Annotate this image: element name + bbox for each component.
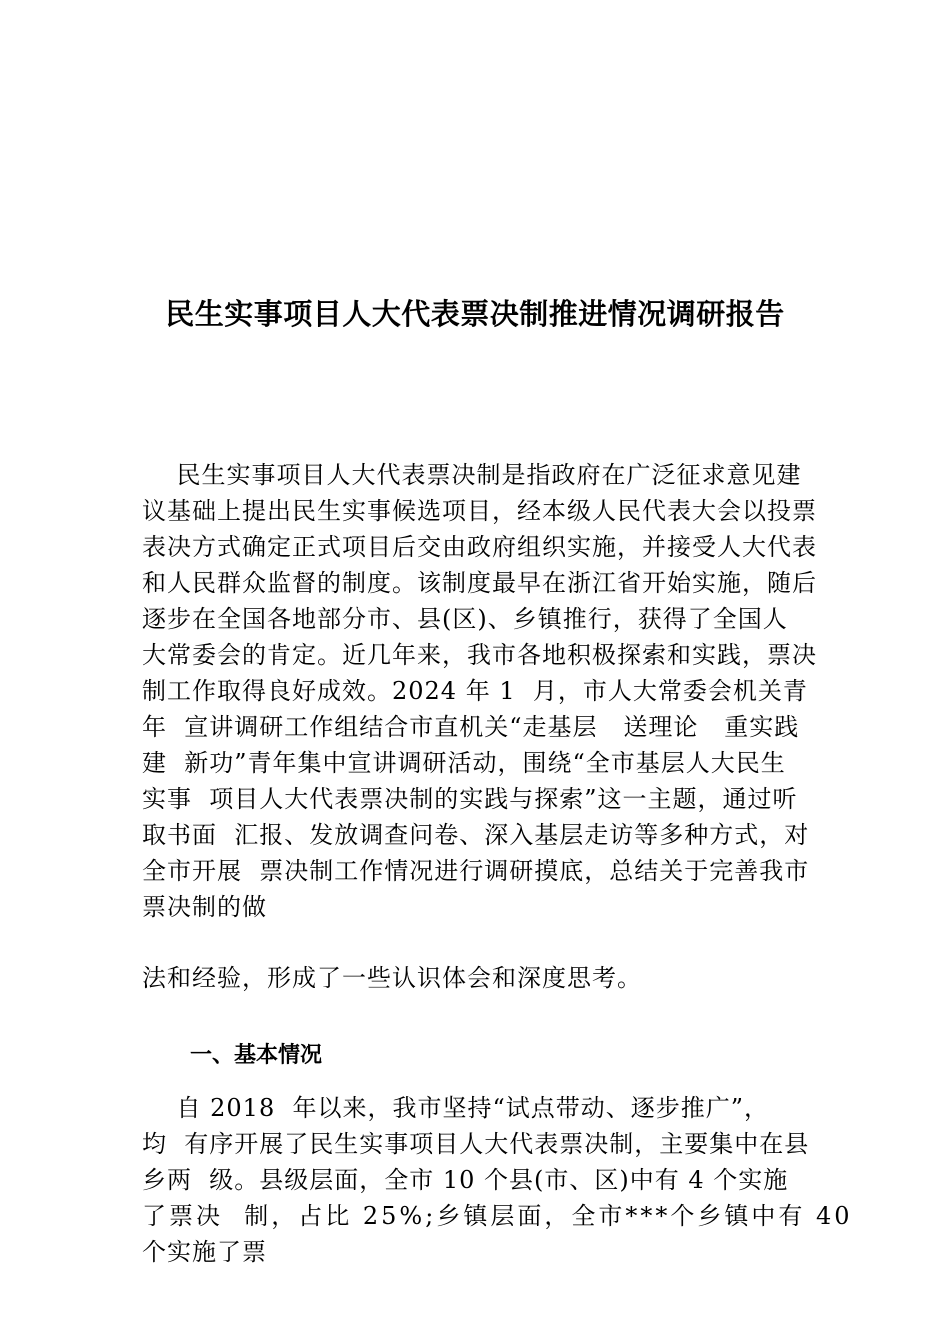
paragraph-line: 建 新功”青年集中宣讲调研活动，围绕“全市基层人大民生	[142, 749, 786, 777]
paragraph-line: 均 有序开展了民生实事项目人大代表票决制，主要集中在县	[142, 1130, 810, 1158]
paragraph-line: 了票决 制，占比 25%;乡镇层面，全市***个乡镇中有 40	[142, 1202, 853, 1230]
paragraph-line: 和人民群众监督的制度。该制度最早在浙江省开始实施，随后	[142, 569, 817, 597]
paragraph-line: 乡两 级。县级层面，全市 10 个县(市、区)中有 4 个实施	[142, 1166, 789, 1194]
paragraph-line: 自 2018 年以来，我市坚持“试点带动、逐步推广”，	[142, 1094, 770, 1122]
paragraph-line: 年 宣讲调研工作组结合市直机关“走基层 送理论 重实践	[142, 713, 800, 741]
paragraph-line: 表决方式确定正式项目后交由政府组织实施，并接受人大代表	[142, 533, 817, 561]
paragraph-line: 票决制的做	[142, 893, 267, 921]
intro-paragraph	[142, 457, 817, 925]
paragraph-line: 民生实事项目人大代表票决制是指政府在广泛征求意见建	[142, 461, 802, 489]
intro-paragraph-continuation	[142, 960, 812, 996]
paragraph-line: 个实施了票	[142, 1238, 267, 1266]
basic-situation-paragraph	[142, 1090, 853, 1270]
section-heading: 一、基本情况	[190, 1043, 323, 1068]
paragraph-line: 大常委会的肯定。近几年来，我市各地积极探索和实践，票决	[142, 641, 817, 669]
paragraph-line: 议基础上提出民生实事候选项目，经本级人民代表大会以投票	[142, 497, 817, 525]
document-title: 民生实事项目人大代表票决制推进情况调研报告	[165, 297, 785, 331]
paragraph-line: 全市开展 票决制工作情况进行调研摸底，总结关于完善我市	[142, 857, 810, 885]
paragraph-line: 法和经验，形成了一些认识体会和深度思考。	[142, 964, 642, 992]
paragraph-line: 实事 项目人大代表票决制的实践与探索”这一主题，通过听	[142, 785, 798, 813]
paragraph-line: 制工作取得良好成效。2024 年 1 月，市人大常委会机关青	[142, 677, 808, 705]
paragraph-line: 逐步在全国各地部分市、县(区)、乡镇推行，获得了全国人	[142, 605, 788, 633]
paragraph-line: 取书面 汇报、发放调查问卷、深入基层走访等多种方式，对	[142, 821, 810, 849]
